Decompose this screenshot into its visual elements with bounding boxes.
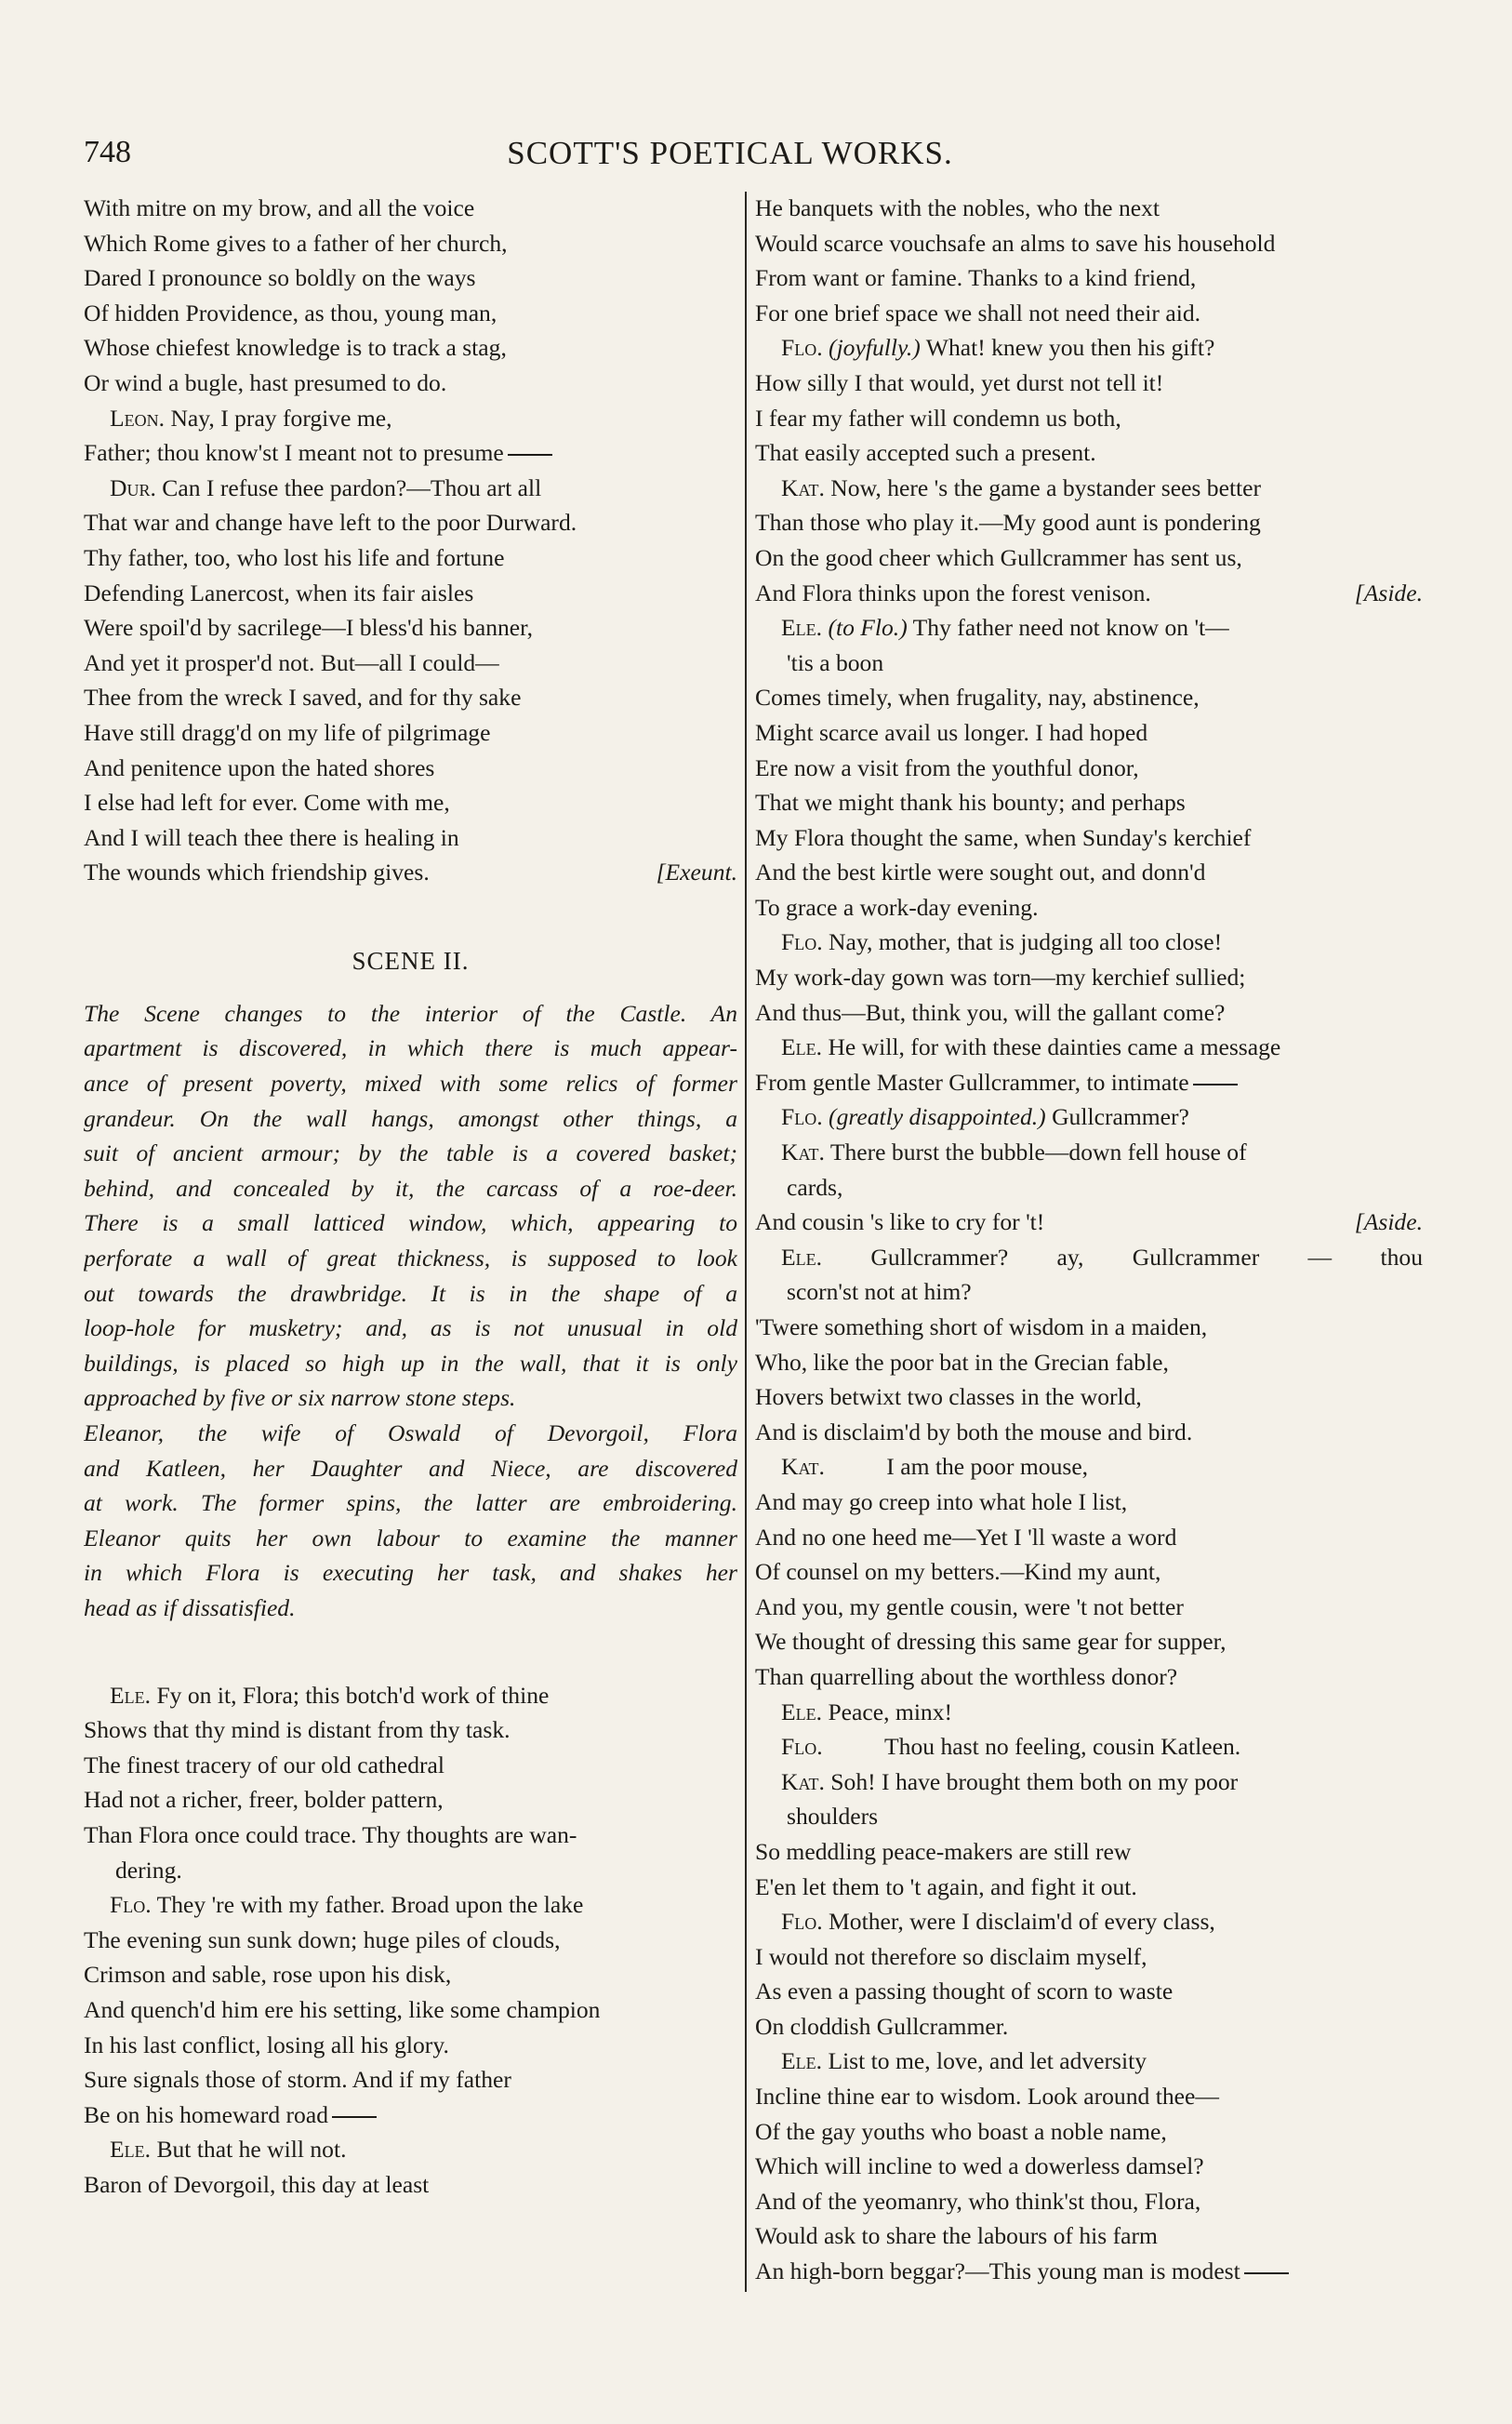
line-text: Thee from the wreck I saved, and for thy sake [84,684,522,712]
line-text: On cloddish Gullcrammer. [755,2012,1009,2040]
speaker-name: Ele. [781,1033,823,1061]
verse-line [755,751,1423,786]
line-text: Eleanor quits her own labour to examine the manner [84,1524,737,1552]
line-text: I fear my father will condemn us both, [755,404,1121,432]
verse-line [755,1729,1423,1765]
line-text: I am the poor mouse, [886,1453,1089,1481]
speaker-name: Flo. [781,1733,823,1761]
stage-direction-line [84,1380,737,1416]
verse-line [84,435,737,471]
line-text: So meddling peace-makers are still rew [755,1837,1132,1865]
line-text: head as if dissatisfied. [84,1593,296,1621]
spacer [84,890,737,942]
exit-direction: [Aside. [1354,579,1423,606]
speaker-name: Ele. [110,1681,152,1709]
dash-rule [1193,1084,1238,1085]
verse-line [84,2028,737,2063]
line-text: We thought of dressing this same gear for supper, [755,1628,1227,1656]
line-text: dering. [115,1856,182,1884]
line-text: scorn'st not at him? [787,1278,972,1306]
verse-line [84,366,737,401]
speaker-name: Dur. [110,473,156,501]
verse-line [84,576,737,611]
line-text: That easily accepted such a present. [755,439,1096,467]
line-text: My Flora thought the same, when Sunday's kerchief [755,823,1252,851]
verse-line [755,401,1423,436]
line-text: And yet it prosper'd not. But—all I could— [84,648,499,676]
stage-direction-line [84,1591,737,1626]
line-text: Defending Lanercost, when its fair aisles [84,579,474,606]
page-number: 748 [84,135,131,169]
verse-line [84,715,737,751]
speaker-name: Ele. [781,2047,823,2075]
column-divider [745,192,747,2292]
verse-line [755,505,1423,540]
line-text: Comes timely, when frugality, nay, abstinence, [755,684,1200,712]
verse-line [755,2114,1423,2150]
line-text: Now, here 's the game a bystander sees better [830,473,1262,501]
verse-line [755,1520,1423,1555]
verse-line [755,785,1423,820]
line-text: Would scarce vouchsafe an alms to save his household [755,229,1276,257]
verse-line [755,1170,1423,1205]
verse-line [755,1345,1423,1380]
verse-line [755,366,1423,401]
line-text: shoulders [787,1803,879,1831]
line-text: Than those who play it.—My good aunt is pondering [755,509,1261,537]
line-text: And quench'd him ere his setting, like some champion [84,1995,601,2023]
line-text: Nay, mother, that is judging all too close! [829,928,1223,956]
verse-line [84,226,737,261]
line-text: apartment is discovered, in which there is much appear- [84,1034,737,1062]
verse-line [84,610,737,646]
verse-line [84,401,737,436]
stage-direction-line [84,1066,737,1101]
line-text: at work. The former spins, the latter are embroidering. [84,1489,737,1517]
verse-line [84,2167,737,2203]
verse-line [755,191,1423,226]
line-text: Incline thine ear to wisdom. Look around thee— [755,2083,1219,2111]
speaker-name: Kat. [781,1767,825,1795]
line-text: Which Rome gives to a father of her church, [84,229,508,257]
verse-line [755,610,1423,646]
dash-rule [508,454,552,456]
speaker-name: Flo. [781,1908,823,1936]
line-text: Can I refuse thee pardon?—Thou art all [162,473,542,501]
line-text: 'Twere something short of wisdom in a maiden, [755,1313,1208,1340]
line-text: And you, my gentle cousin, were 't not better [755,1592,1184,1620]
line-text: Dared I pronounce so boldly on the ways [84,264,476,292]
line-text: And may go creep into what hole I list, [755,1487,1128,1515]
line-text: That war and change have left to the poor Durward. [84,509,577,537]
spacer [84,1626,737,1678]
verse-line [755,2079,1423,2114]
stage-direction-line [84,1101,737,1137]
line-text: And I will teach thee there is healing in [84,823,459,851]
verse-line [755,576,1423,611]
verse-line [755,1274,1423,1310]
verse-line [755,1624,1423,1659]
line-text: Father; thou know'st I meant not to presume [84,439,504,467]
verse-line [84,191,737,226]
line-text: Would ask to share the labours of his farm [755,2222,1158,2250]
line-text: And no one heed me—Yet I 'll waste a word [755,1523,1177,1551]
line-text: out towards the drawbridge. It is in the shape of a [84,1279,737,1307]
line-text: An high-born beggar?—This young man is modest [755,2258,1240,2285]
running-title: SCOTT'S POETICAL WORKS. [507,135,953,171]
stage-direction-line [84,1521,737,1556]
line-text: Hovers betwixt two classes in the world, [755,1383,1142,1411]
verse-line [84,1957,737,1992]
speaker-name: Flo. [781,334,823,362]
line-text: Eleanor, the wife of Oswald of Devorgoil, Flora [84,1419,737,1446]
right-column [755,191,1423,2289]
verse-line [755,820,1423,856]
line-text: He banquets with the nobles, who the next [755,194,1161,221]
verse-line [84,1782,737,1818]
verse-line [755,2149,1423,2184]
line-text: And penitence upon the hated shores [84,753,435,781]
verse-line [755,260,1423,296]
line-text: Were spoil'd by sacrilege—I bless'd his banner, [84,614,534,642]
verse-line [755,330,1423,366]
line-text: To grace a work-day evening. [755,893,1039,921]
verse-line [84,646,737,681]
verse-line [84,2132,737,2167]
verse-line [755,540,1423,576]
line-text: perforate a wall of great thickness, is supposed to look [84,1245,737,1272]
line-text: The evening sun sunk down; huge piles of clouds, [84,1925,561,1953]
verse-line [755,1695,1423,1730]
verse-line [755,1799,1423,1834]
line-text: Be on his homeward road [84,2100,328,2128]
speaker-name: Ele. [781,1243,823,1271]
line-text: Might scarce avail us longer. I had hoped [755,718,1148,746]
verse-line [84,2062,737,2098]
line-text: Of the gay youths who boast a noble name, [755,2117,1167,2145]
line-text: From want or famine. Thanks to a kind friend, [755,264,1197,292]
stage-direction-line [84,1276,737,1312]
stage-direction-line [84,1555,737,1591]
line-text: That we might thank his bounty; and perhaps [755,789,1186,817]
line-text: What! knew you then his gift? [925,334,1215,362]
line-text: and Katleen, her Daughter and Niece, are discovered [84,1454,737,1482]
line-text: Soh! I have brought them both on my poor [830,1767,1239,1795]
stage-direction: (greatly disappointed.) [829,1103,1046,1131]
verse-line [84,1887,737,1923]
verse-line [755,1379,1423,1415]
verse-line [84,296,737,331]
dash-rule [1244,2272,1289,2274]
verse-line [755,2254,1423,2289]
line-text: Crimson and sable, rose upon his disk, [84,1961,452,1989]
verse-line [755,2009,1423,2044]
dash-rule [332,2116,377,2118]
line-text: And cousin 's like to cry for 't! [755,1208,1045,1236]
line-text: Have still dragg'd on my life of pilgrimage [84,718,491,746]
speaker-name: Flo. [110,1891,152,1919]
verse-line [755,680,1423,715]
line-text: Than quarrelling about the worthless donor? [755,1662,1178,1690]
verse-line [755,1415,1423,1450]
line-text: And Flora thinks upon the forest venison. [755,579,1151,606]
line-text: Whose chiefest knowledge is to track a stag, [84,334,507,362]
verse-line [755,226,1423,261]
line-text: Nay, I pray forgive me, [170,404,392,432]
verse-line [755,471,1423,506]
verse-line [755,2044,1423,2079]
verse-line [84,751,737,786]
verse-line [84,1818,737,1853]
line-text: How silly I that would, yet durst not tell it! [755,368,1164,396]
verse-line [84,1712,737,1748]
verse-line [755,1449,1423,1485]
speaker-name: Kat. [781,473,825,501]
line-text: ance of present poverty, mixed with some relics of former [84,1070,737,1098]
line-text: And of the yeomanry, who think'st thou, Flora, [755,2187,1201,2215]
verse-line [755,1554,1423,1590]
line-text: The Scene changes to the interior of the Castle. An [84,999,737,1027]
verse-line [84,260,737,296]
speaker-name: Flo. [781,1103,823,1131]
speaker-name: Ele. [110,2136,152,2164]
speaker-name: Ele. [781,1698,823,1725]
stage-direction-line [84,1485,737,1521]
page-header [84,135,1376,178]
verse-line [755,995,1423,1031]
verse-line [84,785,737,820]
line-text: Gullcrammer? ay, Gullcrammer — thou [870,1243,1423,1271]
verse-line [755,646,1423,681]
line-text: Or wind a bugle, hast presumed to do. [84,368,447,396]
stage-direction-line [84,1171,737,1206]
line-text: My work-day gown was torn—my kerchief sullied; [755,964,1246,992]
verse-line [755,715,1423,751]
line-text: List to me, love, and let adversity [828,2047,1147,2075]
line-text: cards, [787,1173,843,1201]
verse-line [755,1590,1423,1625]
left-column [84,191,737,2202]
line-text: Who, like the poor bat in the Grecian fable, [755,1348,1169,1376]
line-text: There is a small latticed window, which, appearing to [84,1209,737,1237]
line-text: As even a passing thought of scorn to waste [755,1978,1174,2005]
line-text: And thus—But, think you, will the gallant come? [755,998,1226,1026]
verse-line [755,296,1423,331]
verse-line [755,1939,1423,1975]
stage-direction-line [84,1416,737,1451]
line-text: grandeur. On the wall hangs, amongst other things, a [84,1104,737,1132]
line-text: 'tis a boon [787,648,884,676]
speaker-name: Kat. [781,1453,825,1481]
line-text: For one brief space we shall not need their aid. [755,299,1201,326]
line-text: Peace, minx! [828,1698,953,1725]
line-text: Gullcrammer? [1052,1103,1189,1131]
line-text: And the best kirtle were sought out, and donn'd [755,859,1206,886]
line-text: buildings, is placed so high up in the wall, that it is only [84,1349,737,1377]
verse-line [755,1310,1423,1345]
verse-line [84,680,737,715]
stage-direction: (joyfully.) [829,334,921,362]
verse-line [755,925,1423,960]
verse-line [755,1485,1423,1520]
verse-line [84,1923,737,1958]
verse-line [755,1065,1423,1100]
stage-direction-line [84,1136,737,1171]
verse-line [755,2184,1423,2219]
line-text: The wounds which friendship gives. [84,859,430,886]
verse-line [84,1992,737,2028]
line-text: suit of ancient armour; by the table is a covered basket; [84,1139,737,1167]
line-text: Fy on it, Flora; this botch'd work of thine [156,1681,550,1709]
line-text: Baron of Devorgoil, this day at least [84,2170,430,2198]
stage-direction-line [84,1241,737,1276]
verse-line [755,1974,1423,2009]
line-text: I would not therefore so disclaim myself, [755,1942,1147,1970]
verse-line [84,2098,737,2133]
stage-direction-line [84,996,737,1032]
line-text: They 're with my father. Broad upon the lake [156,1891,584,1919]
line-text: But that he will not. [156,2136,347,2164]
verse-line [84,505,737,540]
line-text: In his last conflict, losing all his glory. [84,2031,449,2058]
verse-line [755,1099,1423,1135]
speaker-name: Kat. [781,1139,825,1166]
line-text: Of counsel on my betters.—Kind my aunt, [755,1558,1161,1586]
line-text: behind, and concealed by it, the carcass of a roe-deer. [84,1174,737,1202]
verse-line [84,1678,737,1713]
verse-line [755,1240,1423,1275]
line-text: approached by five or six narrow stone steps. [84,1384,516,1412]
verse-line [755,1765,1423,1800]
speaker-name: Leon. [110,404,166,432]
verse-line [84,1853,737,1888]
verse-line [755,435,1423,471]
verse-line [755,1030,1423,1065]
stage-direction-line [84,1031,737,1066]
verse-line [755,1205,1423,1240]
verse-line [755,890,1423,926]
line-text: On the good cheer which Gullcrammer has sent us, [755,543,1242,571]
line-text: And is disclaim'd by both the mouse and bird. [755,1418,1193,1445]
verse-line [84,540,737,576]
line-text: Shows that thy mind is distant from thy task. [84,1716,511,1744]
line-text: There burst the bubble—down fell house of [829,1139,1247,1166]
line-text: I else had left for ever. Come with me, [84,789,450,817]
speaker-name: Ele. [781,614,823,642]
line-text: Ere now a visit from the youthful donor, [755,753,1139,781]
line-text: Had not a richer, freer, bolder pattern, [84,1786,444,1814]
line-text: in which Flora is executing her task, and shakes her [84,1559,737,1587]
line-text: Which will incline to wed a dowerless damsel? [755,2152,1204,2180]
verse-line [84,855,737,890]
line-text: E'en let them to 't again, and fight it out. [755,1872,1137,1900]
line-text: Thou hast no feeling, cousin Katleen. [884,1733,1241,1761]
line-text: Sure signals those of storm. And if my father [84,2066,511,2094]
stage-direction: (to Flo.) [828,614,908,642]
line-text: loop-hole for musketry; and, as is not unusual in old [84,1314,737,1342]
verse-line [84,330,737,366]
stage-direction-line [84,1346,737,1381]
verse-line [755,960,1423,995]
line-text: Than Flora once could trace. Thy thoughts are wan- [84,1820,577,1848]
line-text: Thy father need not know on 't— [912,614,1229,642]
scene-heading: SCENE II. [351,946,470,975]
line-text: With mitre on my brow, and all the voice [84,194,475,221]
exit-direction: [Exeunt. [656,859,737,886]
line-text: Thy father, too, who lost his life and fortune [84,543,505,571]
line-text: Of hidden Providence, as thou, young man, [84,299,497,326]
line-text: From gentle Master Gullcrammer, to intimate [755,1068,1189,1096]
verse-line [84,1748,737,1783]
verse-line [84,820,737,856]
line-text: Mother, were I disclaim'd of every class, [829,1908,1215,1936]
speaker-name: Flo. [781,928,823,956]
verse-line [755,2218,1423,2254]
line-text: The finest tracery of our old cathedral [84,1751,444,1778]
stage-direction-line [84,1311,737,1346]
verse-line [755,1834,1423,1870]
exit-direction: [Aside. [1354,1208,1423,1236]
line-text: He will, for with these dainties came a message [828,1033,1281,1061]
verse-line [755,855,1423,890]
stage-direction-line [84,1205,737,1241]
verse-line [84,471,737,506]
verse-line [755,1870,1423,1905]
verse-line [755,1659,1423,1695]
stage-direction-line [84,1451,737,1486]
verse-line [755,1904,1423,1939]
verse-line [755,1135,1423,1170]
